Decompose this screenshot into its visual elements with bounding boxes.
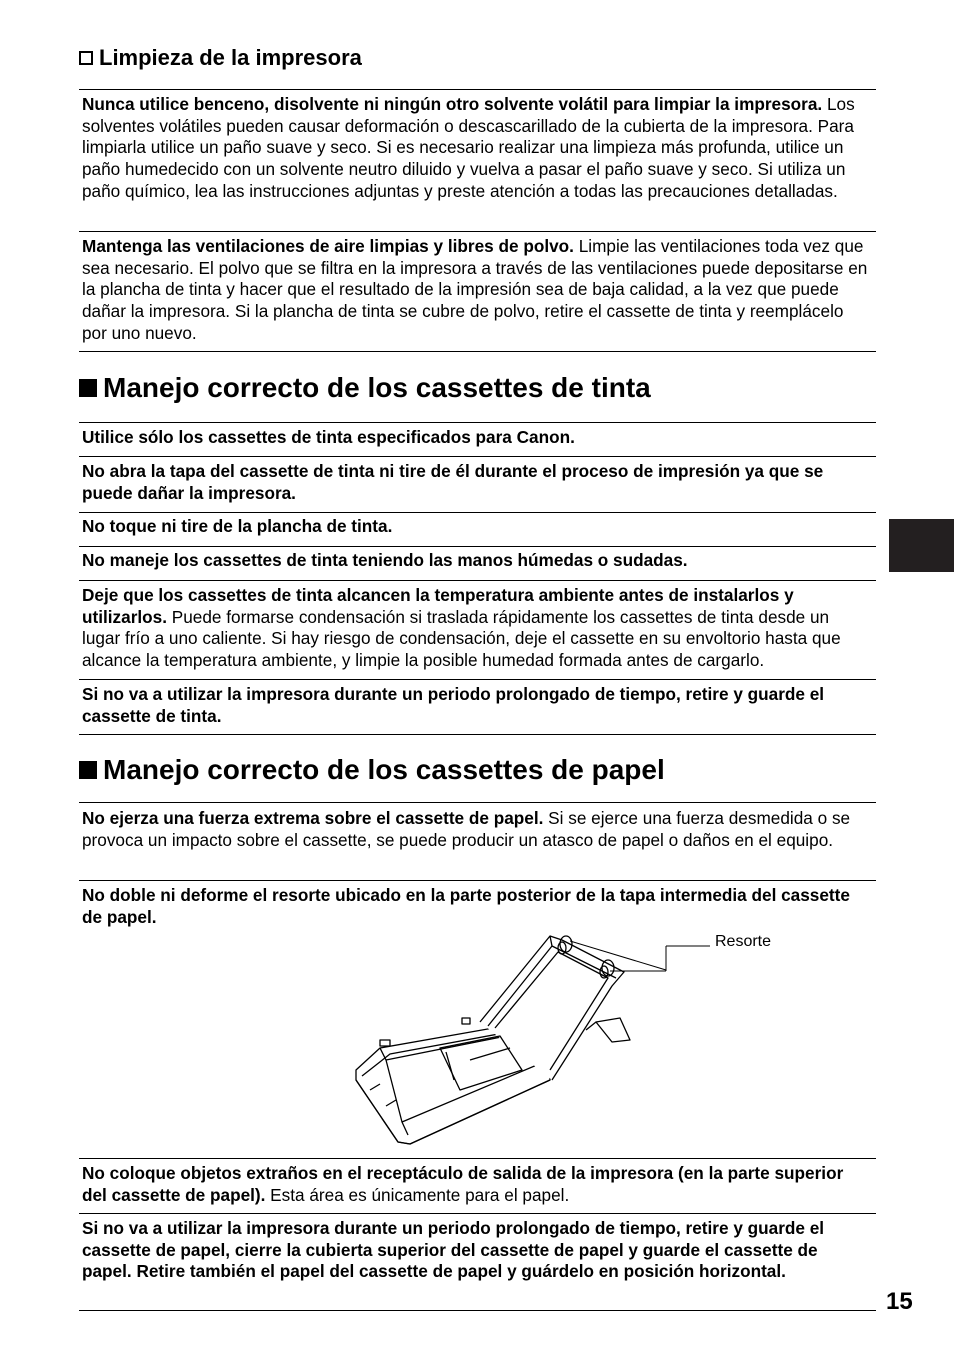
paragraph: Si no va a utilizar la impresora durante un periodo prolongado de tiempo, retire y guarde el cassette de tinta.	[82, 684, 825, 726]
divider	[79, 456, 876, 457]
paragraph: No maneje los cassettes de tinta teniendo las manos húmedas o sudadas.	[82, 550, 688, 570]
divider	[79, 1310, 876, 1311]
paragraph: No coloque objetos extraños en el receptáculo de salida de la impresora (en la parte superior del cassette de papel). Esta área es únicamente para el papel.	[82, 1163, 844, 1205]
paragraph: No toque ni tire de la plancha de tinta.	[82, 516, 393, 536]
paragraph: Utilice sólo los cassettes de tinta especificados para Canon.	[82, 427, 575, 447]
divider	[79, 880, 876, 881]
section-heading-text: Limpieza de la impresora	[99, 45, 362, 70]
divider	[79, 512, 876, 513]
figure-label-spring: Resorte	[715, 933, 772, 950]
paragraph: Deje que los cassettes de tinta alcancen la temperatura ambiente antes de instalarlos y utilizarlos. Puede formarse condensación si traslada rápidamente los cassettes de tinta desde un lugar frío a uno caliente. Si hay riesgo de condensación, deje el cassette en su envoltorio hasta que alcance la temperatura ambiente, y limpie la posible humedad formada antes de cargarlo.	[82, 585, 841, 671]
divider	[79, 231, 876, 232]
divider	[79, 802, 876, 803]
divider	[79, 351, 876, 352]
paragraph: No abra la tapa del cassette de tinta ni tire de él durante el proceso de impresión ya que se puede dañar la impresora.	[82, 461, 824, 503]
section-heading-paper	[79, 753, 665, 787]
section-heading-cleaning	[79, 44, 362, 72]
paragraph: Si no va a utilizar la impresora durante un periodo prolongado de tiempo, retire y guarde el cassette de papel, cierre la cubierta superior del cassette de papel y guarde el cassette de papel. Retire también el papel del cassette de papel y guárdelo en posición horizontal.	[82, 1218, 825, 1282]
paragraph: Nunca utilice benceno, disolvente ni ningún otro solvente volátil para limpiar la impresora. Los solventes volátiles pueden causar deformación o descascarillado de la cubierta de la impresora. Para limpiarla utilice un paño suave y seco. Si es necesario realizar una limpieza más profunda, utilice un paño humedecido con un solvente neutro diluido y vuelva a pasar el paño suave y seco. Si utiliza un paño químico, lea las instrucciones adjuntas y preste atención a todas las precauciones detalladas.	[82, 94, 855, 201]
page-number: 15	[886, 1288, 913, 1315]
divider	[79, 580, 876, 581]
divider	[79, 546, 876, 547]
callout-lines	[570, 938, 715, 974]
divider	[79, 1158, 876, 1159]
checkbox-square-icon	[79, 51, 93, 65]
paragraph: No doble ni deforme el resorte ubicado en la parte posterior de la tapa intermedia del cassette de papel.	[82, 885, 850, 927]
black-square-icon	[79, 761, 97, 779]
paragraph: No ejerza una fuerza extrema sobre el cassette de papel. Si se ejerce una fuerza desmedida o se provoca un impacto sobre el cassette, se puede producir un atasco de papel o daños en el equipo.	[82, 808, 851, 850]
section-heading-text: Manejo correcto de los cassettes de tinta	[103, 372, 651, 403]
section-heading-ink	[79, 371, 651, 405]
divider	[79, 679, 876, 680]
divider	[79, 734, 876, 735]
divider	[79, 89, 876, 90]
section-heading-text: Manejo correcto de los cassettes de papel	[103, 754, 665, 785]
paragraph: Mantenga las ventilaciones de aire limpias y libres de polvo. Limpie las ventilaciones toda vez que sea necesario. El polvo que se filtra en la impresora a través de las ventilaciones puede depositarse en la plancha de tinta y hacer que el resultado de la impresión sea de baja calidad, a la vez que puede dañar la impresora. Si la plancha de tinta se cubre de polvo, retire el cassette de tinta y reemplácelo por uno nuevo.	[82, 236, 868, 343]
divider	[79, 1213, 876, 1214]
chapter-tab-marker	[889, 519, 954, 572]
divider	[79, 422, 876, 423]
black-square-icon	[79, 379, 97, 397]
